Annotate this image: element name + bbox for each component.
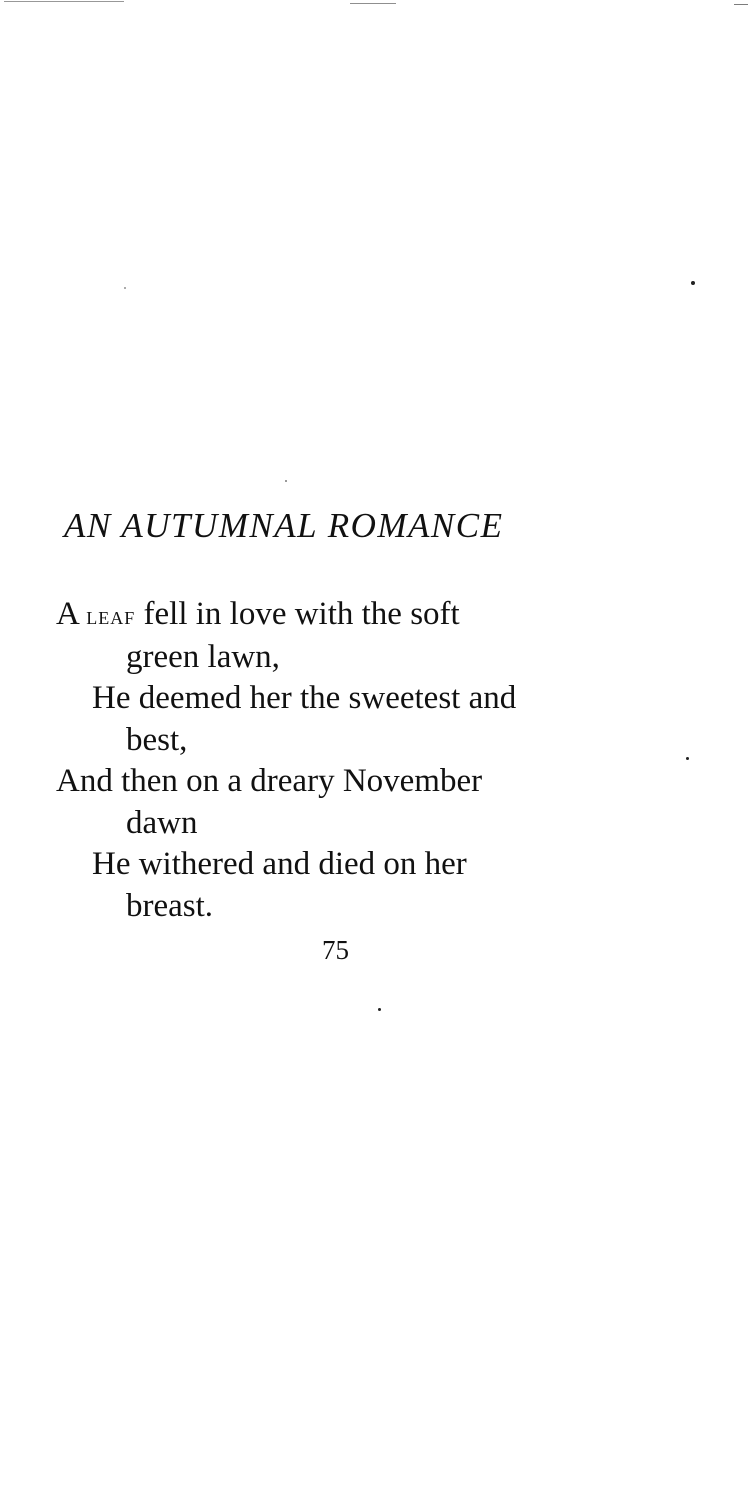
scan-speck [285, 480, 287, 482]
poem-line-1-lead: A [56, 596, 79, 632]
scan-speck [378, 1008, 381, 1011]
poem-line-3: He deemed her the sweetest and [92, 680, 517, 716]
poem-line-8: breast. [126, 887, 214, 924]
poem-line-1-rest: fell in love with the soft [135, 596, 460, 632]
poem-line-5: And then on a dreary November [56, 763, 483, 799]
scan-speck [124, 287, 126, 289]
poem-line-4: best, [126, 721, 188, 758]
poem-title: AN AUTUMNAL ROMANCE [64, 506, 504, 545]
poem-line-6: dawn [126, 804, 198, 841]
scan-edge-mark-left [4, 1, 124, 2]
scan-speck [691, 281, 695, 285]
poem-line-7: He withered and died on her [92, 846, 467, 882]
poem-line-1-smallcaps: leaf [86, 601, 136, 630]
poem-body [56, 594, 696, 927]
page-number: 75 [322, 935, 349, 965]
poem-line-2: green lawn, [126, 638, 280, 675]
poem-line-1 [56, 594, 696, 637]
scan-edge-mark-right [734, 4, 748, 5]
scan-edge-mark-center [350, 3, 396, 4]
